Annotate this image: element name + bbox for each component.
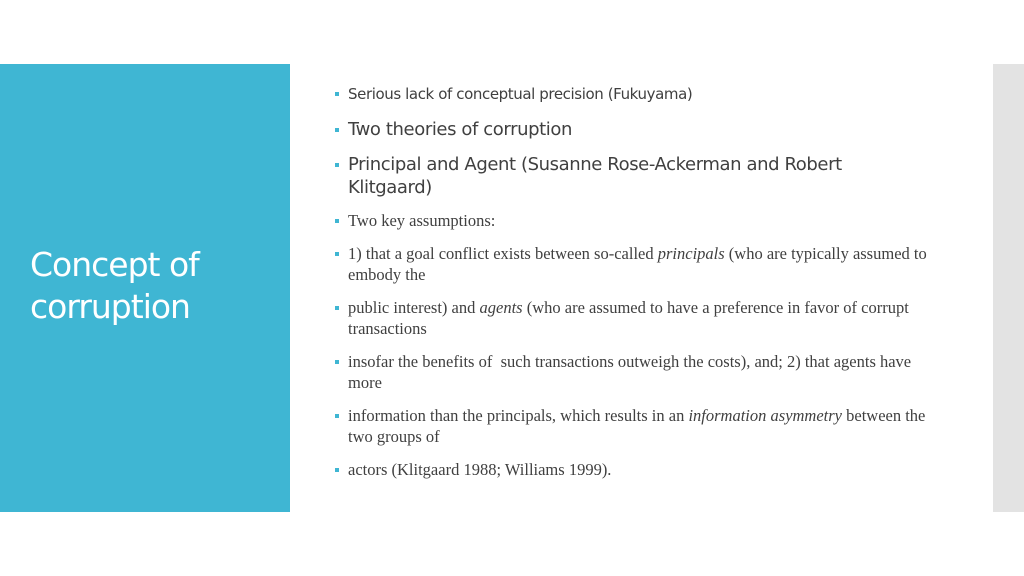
bullet-icon (335, 360, 339, 364)
bullet-text-pre: 1) that a goal conflict exists between so-called (348, 244, 658, 263)
bullet-item (330, 243, 930, 285)
bullet-text: Serious lack of conceptual precision (Fukuyama) (348, 85, 693, 103)
bullet-text: insofar the benefits of such transactions outweigh the costs), and; 2) that agents have more (348, 352, 916, 392)
bullet-icon (335, 414, 339, 418)
right-scroll-bar (993, 64, 1024, 512)
bullet-text: Two key assumptions: (348, 211, 496, 230)
bullet-icon (335, 92, 339, 96)
bullet-icon (335, 163, 339, 167)
bullet-item (330, 405, 930, 447)
bullet-item (330, 118, 930, 142)
bullet-icon (335, 468, 339, 472)
bullet-text-pre: information than the principals, which results in an (348, 406, 689, 425)
bullet-text-emphasis: principals (657, 244, 725, 263)
bullet-item (330, 153, 930, 199)
bullet-text-post: between the two groups of (348, 406, 926, 446)
slide-title: Concept of corruption (30, 245, 199, 326)
bullet-item (330, 351, 930, 393)
bullet-icon (335, 128, 339, 132)
bullet-item (330, 84, 930, 104)
bullet-item (330, 459, 930, 480)
bullet-text-pre: public interest) and (348, 298, 480, 317)
bullet-text-emphasis: information asymmetry (688, 406, 842, 425)
bullet-text-post: (who are assumed to have a preference in favor of corrupt transactions (348, 298, 909, 338)
bullet-item (330, 210, 930, 231)
bullet-text: Two theories of corruption (348, 119, 572, 140)
bullet-text-emphasis: agents (479, 298, 523, 317)
bullet-icon (335, 306, 339, 310)
bullet-text: actors (Klitgaard 1988; Williams 1999). (348, 460, 612, 479)
bullet-icon (335, 252, 339, 256)
bullet-text-post: (who are typically assumed to embody the (348, 244, 927, 284)
bullet-list (330, 84, 930, 492)
bullet-text: Principal and Agent (Susanne Rose-Ackerman and Robert Klitgaard) (348, 154, 842, 198)
bullet-item (330, 297, 930, 339)
bullet-icon (335, 219, 339, 223)
